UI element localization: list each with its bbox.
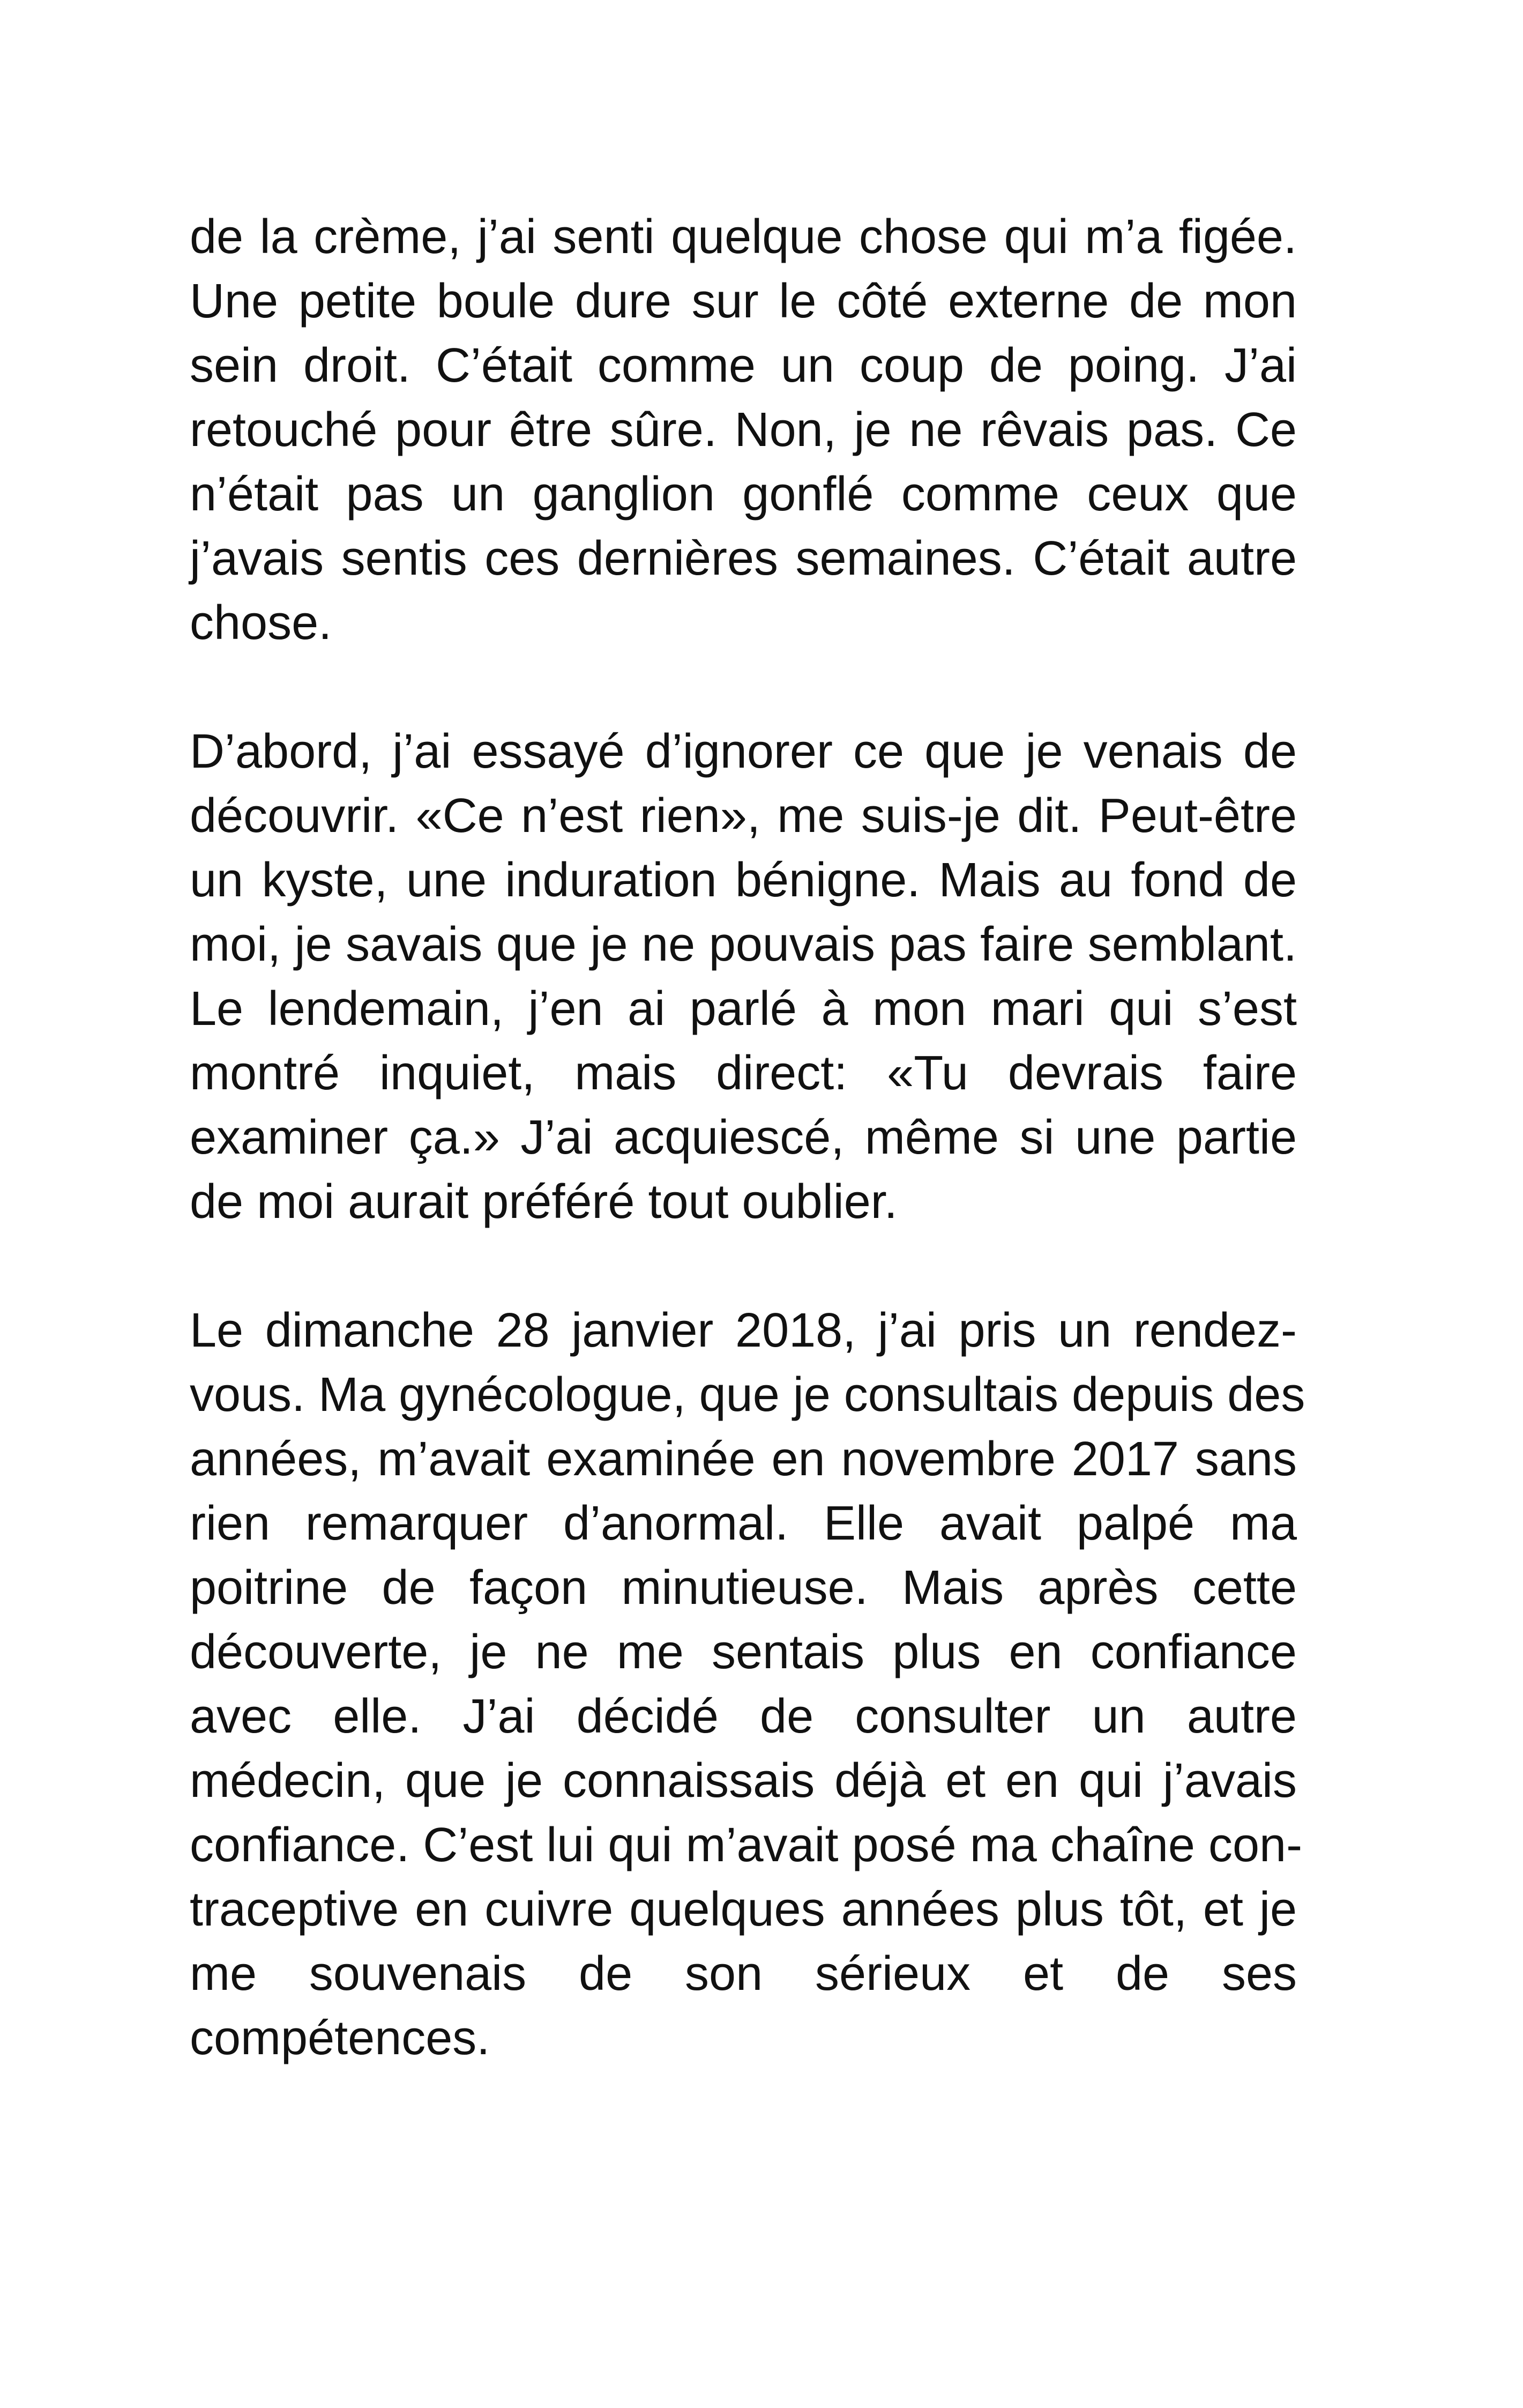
text-line: confiance. C’est lui qui m’avait posé ma chaîne con-: [190, 1818, 1303, 1872]
text-line: rien remarquer d’anormal. Elle avait palpé ma: [190, 1497, 1297, 1550]
text-line: Le dimanche 28 janvier 2018, j’ai pris un rendez-: [190, 1304, 1297, 1357]
text-line: compétences.: [190, 2011, 490, 2065]
text-line: découvrir. «Ce n’est rien», me suis-je dit. Peut-être: [190, 789, 1297, 843]
text-line: D’abord, j’ai essayé d’ignorer ce que je venais de: [190, 725, 1297, 778]
text-line: avec elle. J’ai décidé de consulter un autre: [190, 1690, 1297, 1743]
text-line: retouché pour être sûre. Non, je ne rêvais pas. Ce: [190, 403, 1297, 457]
text-line: montré inquiet, mais direct: «Tu devrais faire: [190, 1046, 1297, 1100]
text-line: examiner ça.» J’ai acquiescé, même si une partie: [190, 1111, 1297, 1164]
text-line: Une petite boule dure sur le côté externe de mon: [190, 274, 1297, 328]
text-line: j’avais sentis ces dernières semaines. C’était autre: [190, 532, 1297, 585]
text-line: de moi aurait préféré tout oublier.: [190, 1175, 898, 1229]
text-line: de la crème, j’ai senti quelque chose qui m’a figée.: [190, 210, 1297, 264]
text-line: un kyste, une induration bénigne. Mais au fond de: [190, 853, 1297, 907]
body-text: [190, 205, 1305, 2135]
text-line: vous. Ma gynécologue, que je consultais depuis des: [190, 1368, 1305, 1422]
text-line: sein droit. C’était comme un coup de poing. J’ai: [190, 339, 1297, 392]
paragraph-3: [190, 1298, 1305, 2070]
paragraph-1: [190, 205, 1297, 655]
text-line: chose.: [190, 596, 332, 650]
text-line: moi, je savais que je ne pouvais pas faire semblant.: [190, 918, 1297, 971]
text-line: découverte, je ne me sentais plus en confiance: [190, 1625, 1297, 1679]
text-line: Le lendemain, j’en ai parlé à mon mari qui s’est: [190, 982, 1297, 1036]
text-line: n’était pas un ganglion gonflé comme ceux que: [190, 467, 1297, 521]
paragraph-2: [190, 719, 1297, 1234]
text-line: me souvenais de son sérieux et de ses: [190, 1947, 1297, 2001]
text-line: médecin, que je connaissais déjà et en qui j’avais: [190, 1754, 1297, 1808]
text-line: traceptive en cuivre quelques années plus tôt, et je: [190, 1883, 1297, 1936]
text-line: poitrine de façon minutieuse. Mais après cette: [190, 1561, 1297, 1615]
text-line: années, m’avait examinée en novembre 2017 sans: [190, 1432, 1297, 1486]
